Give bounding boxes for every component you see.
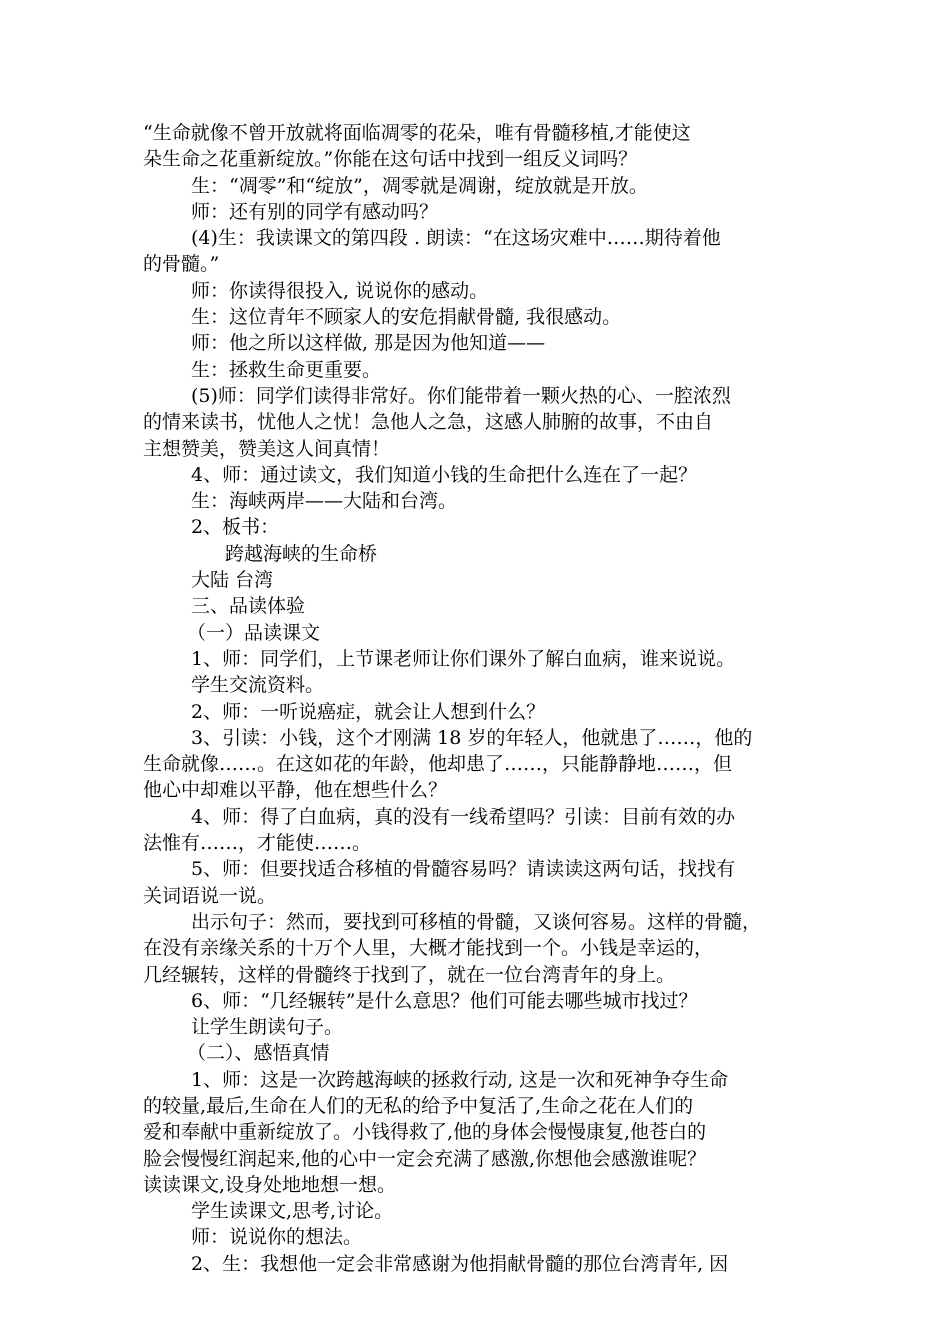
text-line: 4、师：通过读文，我们知道小钱的生命把什么连在了一起？	[191, 463, 698, 486]
text-line: 几经辗转，这样的骨髓终于找到了，就在一位台湾青年的身上。	[143, 963, 676, 986]
text-line: 朵生命之花重新绽放。”你能在这句话中找到一组反义词吗？	[143, 148, 638, 171]
text-line: 三、品读体验	[191, 595, 306, 618]
text-line: 6、师：“几经辗转”是什么意思？他们可能去哪些城市找过？	[191, 989, 698, 1012]
text-line: （一）品读课文	[187, 621, 321, 644]
text-line: 生：这位青年不顾家人的安危捐献骨髓, 我很感动。	[191, 306, 622, 329]
text-line: 他心中却难以平静，他在想些什么？	[143, 779, 448, 802]
text-line: 师：说说你的想法。	[191, 1226, 363, 1249]
text-line: 跨越海峡的生命桥	[225, 542, 378, 565]
text-line: 5、师：但要找适合移植的骨髓容易吗？请读读这两句话，找找有	[191, 858, 736, 881]
text-line: (4)生：我读课文的第四段 . 朗读：“在这场灾难中……期待着他	[191, 227, 721, 250]
text-line: 关词语说一说。	[143, 884, 277, 907]
text-line: 出示句子：然而，要找到可移植的骨髓，又谈何容易。这样的骨髓，	[191, 910, 762, 933]
text-line: 2、师：一听说癌症，就会让人想到什么？	[191, 700, 546, 723]
text-line: 读读课文,设身处地地想一想。	[143, 1173, 397, 1196]
text-line: 法惟有……，才能使……。	[143, 832, 372, 855]
text-line: 的较量,最后,生命在人们的无私的给予中复活了,生命之花在人们的	[143, 1094, 694, 1117]
text-line: 生：拯救生命更重要。	[191, 358, 382, 381]
text-line: (5)师：同学们读得非常好。你们能带着一颗火热的心、一腔浓烈	[191, 384, 731, 407]
text-line: 1、师：同学们，上节课老师让你们课外了解白血病，谁来说说。	[191, 647, 736, 670]
text-line: 4、师：得了白血病，真的没有一线希望吗？引读：目前有效的办	[191, 805, 736, 828]
text-line: 在没有亲缘关系的十万个人里，大概才能找到一个。小钱是幸运的，	[143, 937, 714, 960]
text-line: 大陆 台湾	[191, 569, 274, 592]
text-line: 2、生：我想他一定会非常感谢为他捐献骨髓的那位台湾青年, 因	[191, 1252, 729, 1275]
text-line: 生：海峡两岸——大陆和台湾。	[191, 490, 458, 513]
text-line: 脸会慢慢红润起来,他的心中一定会充满了感激,你想他会感激谁呢？	[143, 1147, 707, 1170]
text-line: “生命就像不曾开放就将面临凋零的花朵，唯有骨髓移植,才能使这	[143, 122, 691, 144]
text-line: 的骨髓。”	[143, 253, 220, 276]
text-line: 师：还有别的同学有感动吗？	[191, 200, 439, 223]
text-line: 师：他之所以这样做, 那是因为他知道——	[191, 332, 546, 355]
text-line: 1、师：这是一次跨越海峡的拯救行动, 这是一次和死神争夺生命	[191, 1068, 729, 1091]
text-line: 生：“凋零”和“绽放”，凋零就是凋谢，绽放就是开放。	[191, 174, 648, 197]
text-line: 的情来读书，忧他人之忧！急他人之急，这感人肺腑的故事，不由自	[143, 411, 714, 434]
text-line: 爱和奉献中重新绽放了。小钱得救了,他的身体会慢慢康复,他苍白的	[143, 1121, 707, 1144]
text-line: 师：你读得很投入, 说说你的感动。	[191, 279, 489, 302]
text-line: 2、板书：	[191, 516, 280, 539]
text-line: 主想赞美，赞美这人间真情！	[143, 437, 391, 460]
text-line: 3、引读：小钱，这个才刚满 18 岁的年轻人，他就患了……，他的	[191, 726, 753, 749]
text-line: 让学生朗读句子。	[191, 1016, 344, 1039]
text-line: （二）、感悟真情	[187, 1042, 330, 1065]
text-line: 生命就像……。在这如花的年龄，他却患了……，只能静静地……，但	[143, 753, 733, 776]
document-page	[143, 120, 823, 1277]
text-line: 学生交流资料。	[191, 674, 325, 697]
text-line: 学生读课文,思考,讨论。	[191, 1200, 394, 1223]
